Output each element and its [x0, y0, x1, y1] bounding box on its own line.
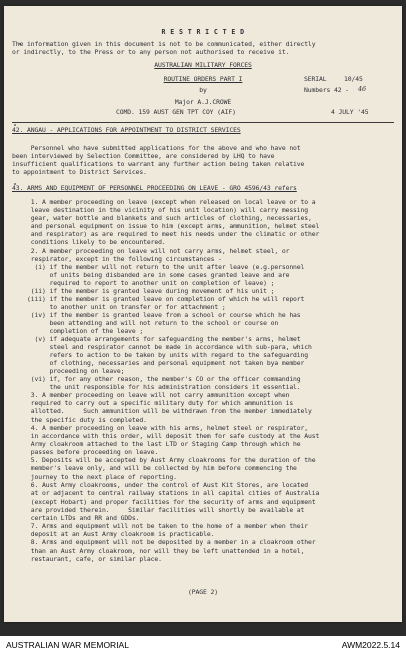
section-42-line: to appointment to District Services. [12, 168, 147, 176]
section-42-line: been interviewed by Selection Committee, are considered by LHQ to have [12, 152, 275, 160]
section-43-line: to another unit on transfer or for attachment ; [12, 302, 226, 311]
section-43-line: journey to the next place of reporting. [12, 473, 177, 481]
section-43-line: certain LTDs and RR and GDDs. [12, 513, 140, 522]
section-43-line: member's leave only, and will be collected by him before commencing the [12, 464, 297, 473]
section-43-line: and respirator) as are required to meet his needs under the climatic or other [12, 230, 320, 238]
section-43-line: (iii) if the member is granted leave on completion of which he will report [12, 294, 305, 303]
section-43-line: (i) if the member will not return to the unit after leave (e.g.personnel [12, 262, 305, 271]
section-43-line: required to carry out a specific military duty for which ammunition is [12, 399, 294, 408]
notice-line: or indirectly, to the Press or to any person not authorised to receive it. [12, 48, 290, 56]
section-43-line: 2. A member proceeding on leave will not carry arms, helmet steel, or [12, 246, 290, 255]
command-title: COMD. 159 AUST GEN TPT COY (AIF) [116, 108, 236, 116]
section-43-line: been attending and will not return to the school or course on [12, 318, 279, 327]
serial-value: 10/45 [344, 75, 363, 83]
section-43-line: 8. Arms and equipment will not be deposited by a member in a cloakroom other [12, 538, 316, 547]
archive-footer [0, 636, 406, 653]
institution-label: AUSTRALIAN WAR MEMORIAL [6, 640, 129, 650]
section-42-line: Personnel who have submitted applications for the above and who have not [12, 144, 301, 152]
section-43-title: 43. ARMS AND EQUIPMENT OF PERSONNEL PROCEEDING ON LEAVE - GRO 4596/43 refers [12, 184, 297, 192]
section-43-line: conditions likely to be encountered. [12, 238, 166, 246]
order-date: 4 JULY '45 [331, 108, 369, 116]
section-43-line: respirator, except in the following circumstances - [12, 254, 222, 263]
numbers-value-handwritten: 46 [358, 85, 366, 93]
section-43-line: allotted. Such ammunition will be withdrawn from the member immediately [12, 407, 312, 416]
orders-title: ROUTINE ORDERS PART I [163, 75, 243, 83]
section-43-line: 7. Arms and equipment will not be taken to the home of a member when their [12, 521, 309, 530]
section-43-line: 5. Deposits will be accepted by Aust Army cloakrooms for the duration of the [12, 456, 316, 465]
section-43-line: in accordance with this order, will deposit them for safe custody at the Aust [12, 431, 320, 440]
section-43-line: refers to action to be taken by units with regard to the safeguarding [12, 350, 309, 359]
accession-number: AWM2022.5.14 [341, 640, 400, 650]
section-42-line: insufficient qualifications to warrant any further action being taken relative [12, 160, 305, 168]
section-43-line: gear, water bottle and blankets and such articles of clothing, necessaries, [12, 214, 312, 222]
page-marker: (PAGE 2) [188, 588, 218, 596]
section-43-line: (iv) if the member is granted leave from a school or course which he has [12, 310, 301, 319]
section-43-line: required to report to another unit on completion of leave) ; [12, 278, 275, 287]
section-43-line: the unit responsible for his administration considers it essential. [12, 383, 301, 392]
section-43-line: restaurant, cafe, or similar place. [12, 554, 162, 563]
section-43-line: of clothing, necessaries and personal equipment not taken bya member [12, 358, 305, 367]
section-42-title: 42. ANGAU - APPLICATIONS FOR APPOINTMENT TO DISTRICT SERVICES [12, 126, 241, 134]
section-43-line: are provided therein. Similar facilities will shortly be available at [12, 505, 305, 514]
section-43-line: passes before proceeding on leave. [12, 448, 159, 457]
numbers-label: Numbers 42 - [304, 86, 349, 94]
section-43-line: and personal equipment on issue to him (except arms, ammunition, helmet steel [12, 222, 320, 230]
serial-label: SERIAL [304, 75, 327, 83]
section-43-line: 1. A member proceeding on leave (except when released on local leave or to a [12, 198, 316, 206]
section-43-line: completion of the leave ; [12, 326, 144, 335]
org-title: AUSTRALIAN MILITARY FORCES [154, 61, 252, 69]
section-43-line: steel and respirator cannot be made in accordance with sub-para, which [12, 342, 312, 351]
section-43-line: Army cloakroom attached to the last LTD or Staging Camp through which he [12, 439, 301, 448]
section-43-line: 4. A member proceeding on leave with his arms, helmet steel or respirator, [12, 423, 309, 432]
section-43-line: 3. A member proceeding on leave will not carry ammunition except when [12, 391, 290, 400]
section-43-line: 6. Aust Army cloakrooms, under the control of Aust Kit Stores, are located [12, 481, 309, 489]
section-43-line: than an Aust Army cloakroom, nor will they be left unattended in a hotel, [12, 546, 305, 555]
divider [12, 122, 394, 123]
section-43-line: (vi) if, for any other reason, the member's CO or the officer commanding [12, 374, 301, 383]
section-43-line: (ii) if the member is granted leave during movement of his unit ; [12, 286, 275, 295]
section-43-line: the specific duty is completed. [12, 415, 147, 424]
by-text: by [199, 86, 207, 94]
section-43-line: proceeding on leave; [12, 366, 125, 375]
document-page [4, 6, 402, 622]
classification-mark: R E S T R I C T E D [161, 28, 245, 36]
section-43-line: (v) if adequate arrangements for safeguarding the member's arms, helmet [12, 334, 301, 343]
section-43-line: of units being disbanded are in some cases granted leave and are [12, 270, 290, 279]
section-43-line: at or adjacent to central railway stations in all capital cities of Australia [12, 489, 320, 497]
section-43-line: leave destination in the vicinity of his unit location) will carry messing [12, 206, 309, 214]
section-43-line: deposit at an Aust Army cloakroom is practicable. [12, 530, 215, 539]
signatory-name: Major A.J.CROWE [174, 98, 232, 106]
section-43-line: (except Hobart) and proper facilities for the security of arms and equipment [12, 497, 316, 506]
notice-line: The information given in this document is not to be communicated, either directly [12, 40, 316, 48]
